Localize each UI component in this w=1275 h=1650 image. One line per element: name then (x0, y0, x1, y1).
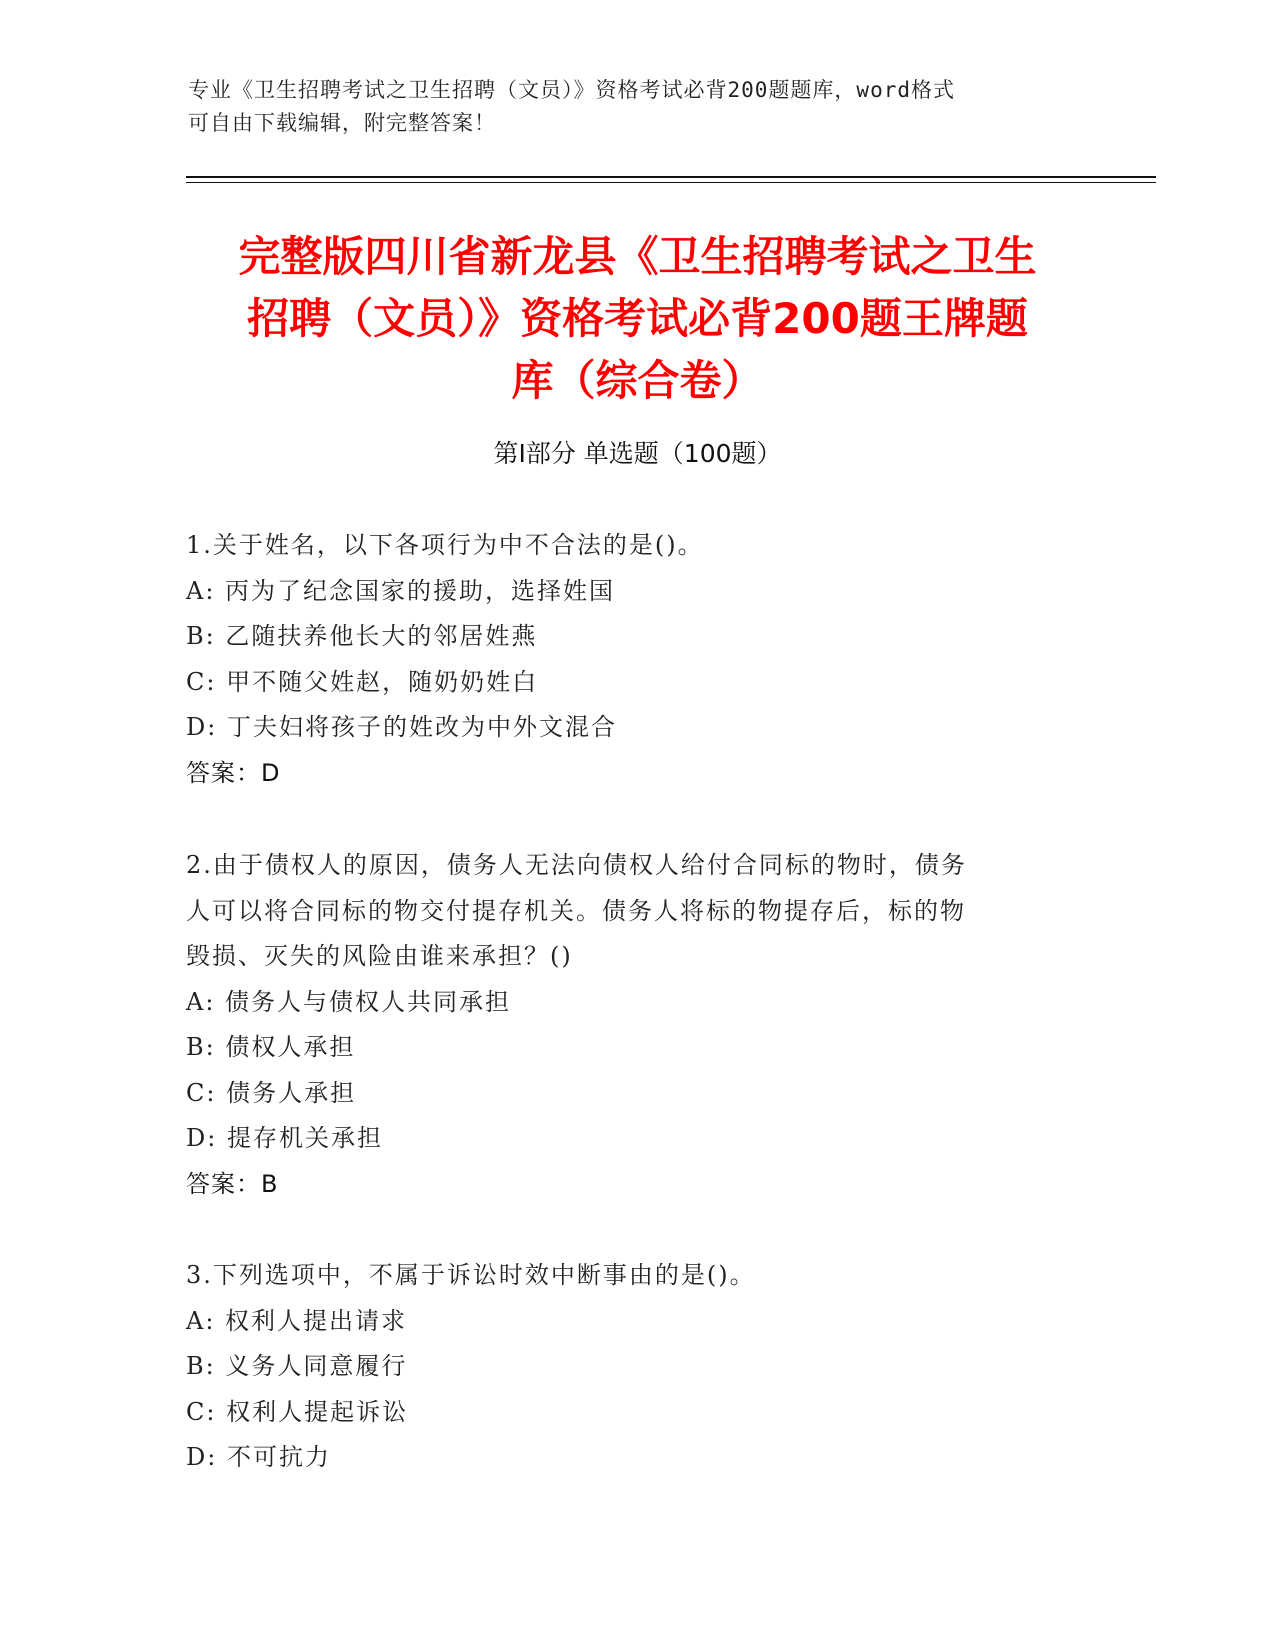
question-stem (186, 1253, 1066, 1299)
question-item (186, 1253, 1066, 1481)
title-line: 库（综合卷） (511, 356, 764, 405)
option-c: C: 甲不随父姓赵，随奶奶姓白 (186, 667, 539, 696)
header-note-line: 可自由下载编辑，附完整答案！ (188, 111, 496, 135)
question-item (186, 843, 1066, 1207)
section-heading: 第Ⅰ部分 单选题（100题） (493, 439, 782, 468)
option-a: A: 权利人提出请求 (186, 1306, 408, 1335)
option-b: B: 义务人同意履行 (186, 1352, 408, 1380)
question-stem (186, 843, 1066, 980)
question-stem-line: 毁损、灭失的风险由谁来承担？() (186, 942, 573, 970)
document-title (170, 226, 1105, 412)
option-c: C: 权利人提起诉讼 (186, 1397, 409, 1426)
question-stem-line: 3.下列选项中，不属于诉讼时效中断事由的是()。 (186, 1261, 756, 1289)
title-line: 招聘（文员）》资格考试必背200题王牌题 (247, 294, 1028, 343)
option-b: B: 乙随扶养他长大的邻居姓燕 (186, 622, 538, 650)
header-note (188, 74, 1068, 140)
answer-line: 答案：B (186, 1169, 279, 1198)
answer-line: 答案：D (186, 758, 281, 787)
question-stem-line: 人可以将合同标的物交付提存机关。债务人将标的物提存后，标的物 (186, 896, 966, 925)
question-item (186, 523, 1066, 796)
option-d: D: 提存机关承担 (186, 1124, 383, 1152)
question-stem-line: 2.由于债权人的原因，债务人无法向债权人给付合同标的物时，债务 (186, 851, 967, 879)
option-b: B: 债权人承担 (186, 1033, 356, 1061)
header-note-line: 专业《卫生招聘考试之卫生招聘（文员）》资格考试必背200题题库，word格式 (188, 78, 955, 102)
header-divider-thick (186, 176, 1156, 178)
header-divider-thin (186, 182, 1156, 183)
option-d: D: 丁夫妇将孩子的姓改为中外文混合 (186, 713, 617, 741)
question-stem (186, 523, 1066, 569)
title-line: 完整版四川省新龙县《卫生招聘考试之卫生 (238, 232, 1037, 281)
option-a: A: 债务人与债权人共同承担 (186, 987, 512, 1016)
option-a: A: 丙为了纪念国家的援助，选择姓国 (186, 576, 616, 605)
option-d: D: 不可抗力 (186, 1443, 331, 1471)
question-stem-line: 1.关于姓名，以下各项行为中不合法的是()。 (186, 531, 704, 559)
option-c: C: 债务人承担 (186, 1078, 357, 1107)
